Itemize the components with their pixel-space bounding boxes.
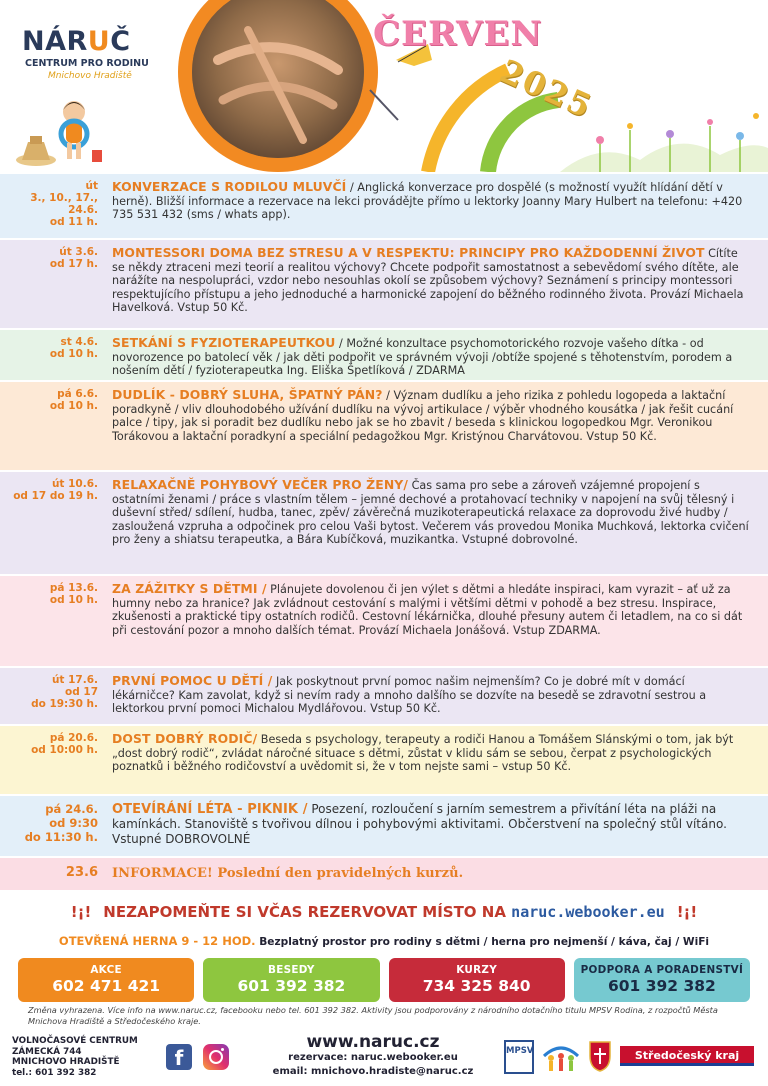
year-title: 2025 [494, 51, 599, 127]
address-line: ZÁMECKÁ 744 [12, 1046, 82, 1057]
event-description [104, 336, 768, 380]
region-logo: Středočeský kraj [620, 1046, 754, 1066]
phone-contacts [18, 958, 750, 1002]
event-title: ZA ZÁŽITKY S DĚTMI / [112, 581, 267, 596]
event-date-line: od 10 h. [49, 594, 98, 606]
open-playroom [0, 934, 768, 948]
event-row [0, 330, 768, 382]
event-date [0, 246, 104, 328]
logo-suffix: Č [110, 26, 131, 57]
event-description [104, 802, 768, 856]
town-crest-icon [588, 1038, 612, 1072]
event-date [0, 732, 104, 794]
phone-box-akce[interactable] [18, 958, 194, 1002]
event-row [0, 796, 768, 858]
event-text: / Možné konzultace psychomotorického rozvoje vašeho dítka - od novorozence po batolecí věk / jak děti podpořit ve správném vývoji /obtíže spojené s těhotenstvím, porodem a nošením dětí / fyzioterapeutka Ing. Eliška Špetlíková / ZDARMA [112, 337, 733, 377]
event-text: / Význam dudlíku a jeho rizika z pohledu logopeda a laktační poradkyně / vliv dlouhodobého užívání dudlíku na vývoj artikulace / výběr vhodného kousátka / jak řešit cucání palce / tipy, jak si poradit bez dudlíku nebo jak se ho zbavit / beseda s klinickou logopedkou Mgr. Veronikou Torákovou a laktační poradkyní a speciální pedagožkou Mgr. Kristýnou Charvátovou. Vstup 50 Kč. [112, 389, 734, 443]
event-date [0, 388, 104, 470]
event-text: Jak poskytnout první pomoc našim nejmenším? Co je dobré mít v domácí lékárničce? Kam zavolat, když si nevím rady a mnoho dalšího se dozvíte na besedě se zdravotní sestrou a lektorkou první pomoci Michalou Mydlářovou. Vstup 50 Kč. [112, 675, 707, 715]
event-date-line: út 3.6. [59, 246, 98, 258]
website-link[interactable]: www.naruc.cz [306, 1032, 440, 1052]
event-row [0, 240, 768, 330]
address-phone: tel.: 601 392 382 [12, 1067, 97, 1078]
event-date [0, 336, 104, 380]
event-description [104, 180, 768, 238]
phone-number[interactable]: 734 325 840 [422, 977, 531, 995]
footer [0, 1030, 768, 1086]
event-text: / Anglická konverzace pro dospělé (s možností využít hlídání dětí v herně). Bližší informace a rezervace na lekci provádějte přímo u lektorky Joanny Mary Hulbert na telefonu: +420 735 531 432 (sms / whats app). [112, 181, 743, 221]
address-line: MNICHOVO HRADIŠTĚ [12, 1057, 120, 1067]
event-title: DOST DOBRÝ RODIČ/ [112, 731, 258, 746]
exclamation-icon: !¡! [676, 903, 698, 921]
phone-label: PODPORA A PORADENSTVÍ [580, 964, 744, 976]
phone-label: KURZY [456, 964, 498, 976]
phone-label: AKCE [90, 964, 122, 976]
event-date-line: pá 6.6. [57, 388, 98, 400]
event-date [0, 867, 104, 890]
event-row [0, 726, 768, 796]
reminder-text: NEZAPOMEŇTE SI VČAS REZERVOVAT MÍSTO NA [103, 903, 512, 921]
event-row [0, 576, 768, 668]
event-date [0, 180, 104, 238]
event-row [0, 174, 768, 240]
event-date [0, 674, 104, 724]
event-title: INFORMACE! Poslední den pravidelných kurzů. [112, 866, 464, 881]
header [0, 0, 768, 172]
event-date-line: od 17 do 19 h. [13, 490, 98, 502]
event-row [0, 668, 768, 726]
event-description [104, 732, 768, 794]
phone-label: BESEDY [267, 964, 315, 976]
event-description [104, 388, 768, 470]
event-list [0, 174, 768, 892]
event-description [104, 478, 768, 574]
phone-number[interactable]: 601 392 382 [237, 977, 346, 995]
event-date-line: pá 13.6. [49, 582, 98, 594]
event-date-line: do 19:30 h. [31, 698, 98, 710]
event-date [0, 582, 104, 666]
child-illustration-icon [14, 92, 110, 168]
reservation-reminder [0, 903, 768, 921]
exclamation-icon: !¡! [70, 903, 92, 921]
event-date-line: 3., 10., 17., [30, 192, 98, 204]
event-text: Plánujete dovolenou či jen výlet s dětmi a hledáte inspiraci, kam vyrazit – ať už za humny nebo za hranice? Jak zvládnout cestování s malými i většími dětmi v pohodě a bez stresu. Inspirace, zkušenosti a praktické tipy ostatních rodičů. Cestovní lékárnička, dlouhé přesuny autem či letadlem, na co si dát při cestování pozor a mnoho dalších témat. Provází Michaela Jonášová. Vstup ZDARMA. [112, 583, 743, 637]
reservation-info[interactable]: rezervace: naruc.webooker.eu [288, 1052, 458, 1063]
facebook-icon[interactable]: f [166, 1044, 192, 1070]
event-date-line: 24.6. [68, 204, 98, 216]
event-title: KONVERZACE S RODILOU MLUVČÍ [112, 179, 347, 194]
logo-prefix: NÁR [22, 26, 88, 57]
event-date-line: do 11:30 h. [24, 830, 98, 844]
event-date-line: pá 20.6. [49, 732, 98, 744]
instagram-icon[interactable] [203, 1044, 229, 1070]
event-date-line: út [85, 180, 98, 192]
event-date-line: od 17 h. [49, 258, 98, 270]
phone-box-podpora[interactable] [574, 958, 750, 1002]
event-text: Cítíte se někdy ztraceni mezi teorií a realitou výchovy? Chcete podpořit samostatnost a sebevědomí svého dítěte, ale narážíte na nespolupráci, vzdor nebo nesouhlas okolí se způsobem výchovy? Seznámení s principy montessori respektujícího přístupu a jeho jednoduché a harmonické zapojení do běžného rodinného života. Provází Michaela Havelková. Vstup 50 Kč. [112, 247, 744, 314]
logo [22, 26, 131, 57]
event-description [104, 246, 768, 328]
email-link[interactable]: email: mnichovo.hradiste@naruc.cz [272, 1066, 474, 1077]
event-row [0, 472, 768, 576]
open-playroom-title: OTEVŘENÁ HERNA 9 - 12 HOD. [58, 934, 256, 948]
event-date-line: 23.6 [65, 865, 98, 880]
logo-subtitle: CENTRUM PRO RODINU [25, 58, 149, 69]
family-logo-icon [540, 1038, 582, 1074]
logo-c: U [87, 26, 111, 57]
event-date-line: st 4.6. [60, 336, 98, 348]
reservation-link[interactable]: naruc.webooker.eu [511, 903, 665, 921]
event-title: DUDLÍK - DOBRÝ SLUHA, ŠPATNÝ PÁN? [112, 387, 383, 402]
event-text: Posezení, rozloučení s jarním semestrem a přivítání léta na pláži na kamínkách. Stanoviště s tvořivou dílnou i pohybovými aktivitami. Občerstvení na společný stůl vítáno. Vstupné DOBROVOLNÉ [112, 802, 727, 846]
event-text: Čas sama pro sebe a zároveň vzájemné propojení s ostatními ženami / práce s vlastním tělem – jemné dechové a protahovací techniky v napojení na svůj tělesný i duševní střed/ sdílení, hudba, tanec, zpěv/ závěrečná muzikoterapeutická relaxace za doprovodu živé hudby / zasloužená vzpruha a odpočinek pro celou Vaši bytost. Večerem vás provedou Monika Muchková, lektorka cvičení pro ženy a shiatsu terapeutka, a Bára Kubíčková, muzikantka. Vstupné dobrovolné. [112, 479, 749, 546]
phone-box-besedy[interactable] [203, 958, 379, 1002]
event-description [104, 867, 768, 890]
event-row [0, 382, 768, 472]
address [12, 1036, 138, 1078]
event-text: Beseda s psychology, terapeuty a rodiči Hanou a Tomášem Slánskými o tom, jak být „dost dobrý rodič“, zvládat náročné situace s dětmi, zůstat v klidu sám se sebou, čerpat z psychologických poznatků i běžného rodičovství a uvědomit si, že v tom nejste sami – vstup 50 Kč. [112, 733, 734, 773]
mpsv-logo: MPSV [504, 1040, 534, 1074]
phone-box-kurzy[interactable] [389, 958, 565, 1002]
event-description [104, 674, 768, 724]
logo-place: Mnichovo Hradiště [48, 71, 132, 81]
event-row [0, 858, 768, 892]
event-date-line: pá 24.6. [45, 802, 98, 816]
month-title: ČERVEN [373, 14, 543, 54]
event-date-line: út 17.6. [51, 674, 98, 686]
phone-number[interactable]: 601 392 382 [607, 977, 716, 995]
event-description [104, 582, 768, 666]
event-date-line: od 11 h. [49, 216, 98, 228]
event-title: RELAXAČNĚ POHYBOVÝ VEČER PRO ŽENY/ [112, 477, 409, 492]
event-date-line: od 9:30 [49, 816, 98, 830]
phone-number[interactable]: 602 471 421 [52, 977, 161, 995]
event-title: OTEVÍRÁNÍ LÉTA - PIKNIK / [112, 802, 308, 817]
event-title: PRVNÍ POMOC U DĚTÍ / [112, 673, 273, 688]
event-title: MONTESSORI DOMA BEZ STRESU A V RESPEKTU: PRINCIPY PRO KAŽDODENNÍ ŽIVOT [112, 245, 705, 260]
event-title: SETKÁNÍ S FYZIOTERAPEUTKOU [112, 335, 336, 350]
event-date [0, 478, 104, 574]
event-date-line: od 10:00 h. [31, 744, 98, 756]
fine-print: Změna vyhrazena. Více info na www.naruc.cz, facebooku nebo tel. 601 392 382. Aktivity jsou podporovány z národního dotačního titulu MPSV Rodina, z rozpočtů Města Mnichova Hradiště a Středočeského kraje. [28, 1005, 718, 1026]
flower-meadow-icon [560, 100, 768, 172]
event-date-line: od 10 h. [49, 400, 98, 412]
event-date-line: od 17 [65, 686, 98, 698]
address-line: VOLNOČASOVÉ CENTRUM [12, 1036, 138, 1046]
event-date-line: út 10.6. [51, 478, 98, 490]
open-playroom-text: Bezplatný prostor pro rodiny s dětmi / herna pro nejmenší / káva, čaj / WiFi [255, 936, 710, 948]
event-date [0, 802, 104, 856]
event-date-line: od 10 h. [49, 348, 98, 360]
